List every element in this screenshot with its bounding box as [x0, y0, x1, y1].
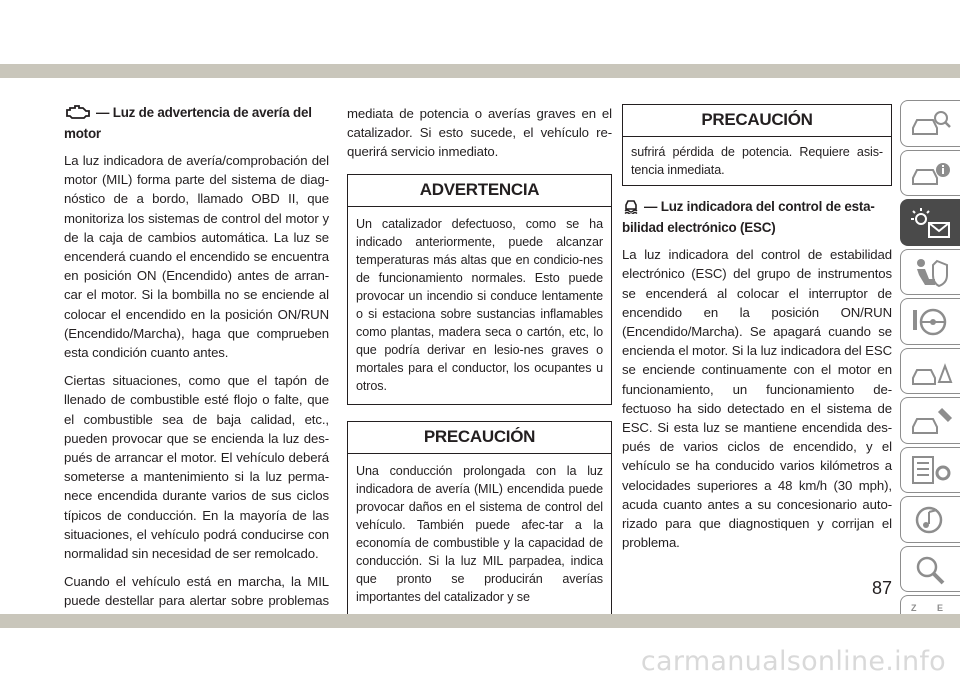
esc-indicator-heading-text: — Luz indicadora del control de esta-bilidad electrónico (ESC) — [622, 199, 875, 236]
warning-title: ADVERTENCIA — [348, 175, 611, 207]
column-1 — [64, 104, 329, 639]
warning-lights-message-icon — [907, 205, 955, 241]
multimedia-note-icon — [907, 502, 955, 538]
safety-seat-icon — [907, 255, 955, 291]
checklist-gear-icon — [907, 453, 955, 489]
magnifier-index-icon — [907, 552, 955, 588]
car-emergency-icon — [907, 354, 955, 390]
caution-body: sufrirá pérdida de potencia. Requiere asis-tencia inmediata. — [631, 145, 883, 178]
car-info-icon — [907, 156, 955, 192]
caution-title: PRECAUCIÓN — [348, 422, 611, 454]
starting-driving-icon — [907, 304, 955, 340]
column-2 — [347, 104, 612, 615]
bottom-decorative-stripe — [0, 614, 960, 628]
engine-warning-heading — [64, 104, 329, 143]
tab-car-search[interactable] — [900, 100, 960, 147]
esc-indicator-heading — [622, 198, 892, 237]
paragraph: La luz indicadora de avería/comprobación del motor (MIL) forma parte del sistema de diag-nóstico de a bordo, llamado OBD II, que monitoriza los sistemas de control del motor y de la caja de cambios automática. La luz se encenderá cuando el encendido se encuentra en posición ON (Encendido) antes de arran-car el motor. Si la bombilla no se enciende al colocar el encendido en la posición ON/RUN (Encendido/Marcha), haga que comprueben esta condición cuanto antes. — [64, 153, 329, 361]
tab-car-info[interactable] — [900, 150, 960, 197]
esc-skid-icon — [622, 198, 640, 219]
index-letter: E — [937, 603, 944, 613]
page-number: 87 — [872, 578, 893, 598]
warning-box — [347, 174, 612, 405]
check-engine-icon — [64, 104, 92, 125]
caution-box — [347, 421, 612, 616]
index-letter: Z — [911, 603, 917, 613]
warning-body: Un catalizador defectuoso, como se ha indicado anteriormente, puede alcanzar temperaturas más altas que en condicio-nes de funcionamiento normales. Esto puede provocar un incendio si conduce lentamente o si estaciona sobre sustancias inflamables como plantas, madera seca o cartón, etc, lo que podría derivar en lesio-nes graves o mortales para el conductor, los ocupantes u otros. — [356, 216, 603, 394]
tab-emergency[interactable] — [900, 348, 960, 395]
car-search-icon — [907, 106, 955, 142]
paragraph: mediata de potencia o averías graves en el catalizador. Si esto sucede, el vehículo re-querirá servicio inmediato. — [347, 106, 612, 160]
tab-index[interactable] — [900, 546, 960, 593]
engine-warning-heading-text: — Luz de advertencia de avería del motor — [64, 105, 312, 141]
chapter-tabs — [900, 100, 960, 645]
tab-service[interactable] — [900, 397, 960, 444]
caution-title: PRECAUCIÓN — [623, 105, 891, 137]
top-decorative-stripe — [0, 64, 960, 78]
tab-safety[interactable] — [900, 249, 960, 296]
tab-starting-driving[interactable] — [900, 298, 960, 345]
paragraph: Cuando el vehículo está en marcha, la MIL puede destellar para alertar sobre problemas — [64, 574, 329, 609]
tab-warning-lights[interactable] — [900, 199, 960, 246]
paragraph: La luz indicadora del control de estabilidad electrónico (ESC) del grupo de instrumentos se encenderá al colocar el interruptor de encendido en la posición ON/RUN (Encendido/Marcha). Se apagará cuando se encienda el motor. Si la luz indicadora del ESC se enciende continuamente con el motor en funcionamiento, un funcionamiento de-fectuoso ha sido detectado en el sistema de ESC. Si esta luz se mantiene encendida des-pués de varios ciclos de encendido, y el vehículo se ha conducido varios kilómetros a velocidades superiores a 48 km/h (30 mph), acuda cuanto antes a su concesionario auto-rizado para que diagnostiquen y corrijan el problema. — [622, 247, 892, 551]
caution-box-continued — [622, 104, 892, 186]
tab-checklist[interactable] — [900, 447, 960, 494]
watermark: carmanualsonline.info — [640, 646, 946, 677]
car-service-icon — [907, 403, 955, 439]
paragraph: Ciertas situaciones, como que el tapón de llenado de combustible esté flojo o falte, que el combustible sea de baja calidad, etc., pueden provocar que se encienda la luz des-pués de arrancar el motor. El vehículo deberá someterse a mantenimiento si la luz perma-nece encendida durante varios de sus ciclos típicos de conducción. En la mayoría de las situaciones, el vehículo podrá conducirse con normalidad sin necesidad de ser remolcado. — [64, 373, 329, 562]
caution-body: Una conducción prolongada con la luz indicadora de avería (MIL) encendida puede provocar daños en el sistema de control del vehículo. También puede afec-tar a la economía de combustible y la capacidad de conducción. Si la luz MIL parpadea, indica que pronto se producirán averías importantes del catalizador y se — [356, 463, 603, 605]
tab-multimedia[interactable] — [900, 496, 960, 543]
column-3 — [622, 104, 892, 561]
